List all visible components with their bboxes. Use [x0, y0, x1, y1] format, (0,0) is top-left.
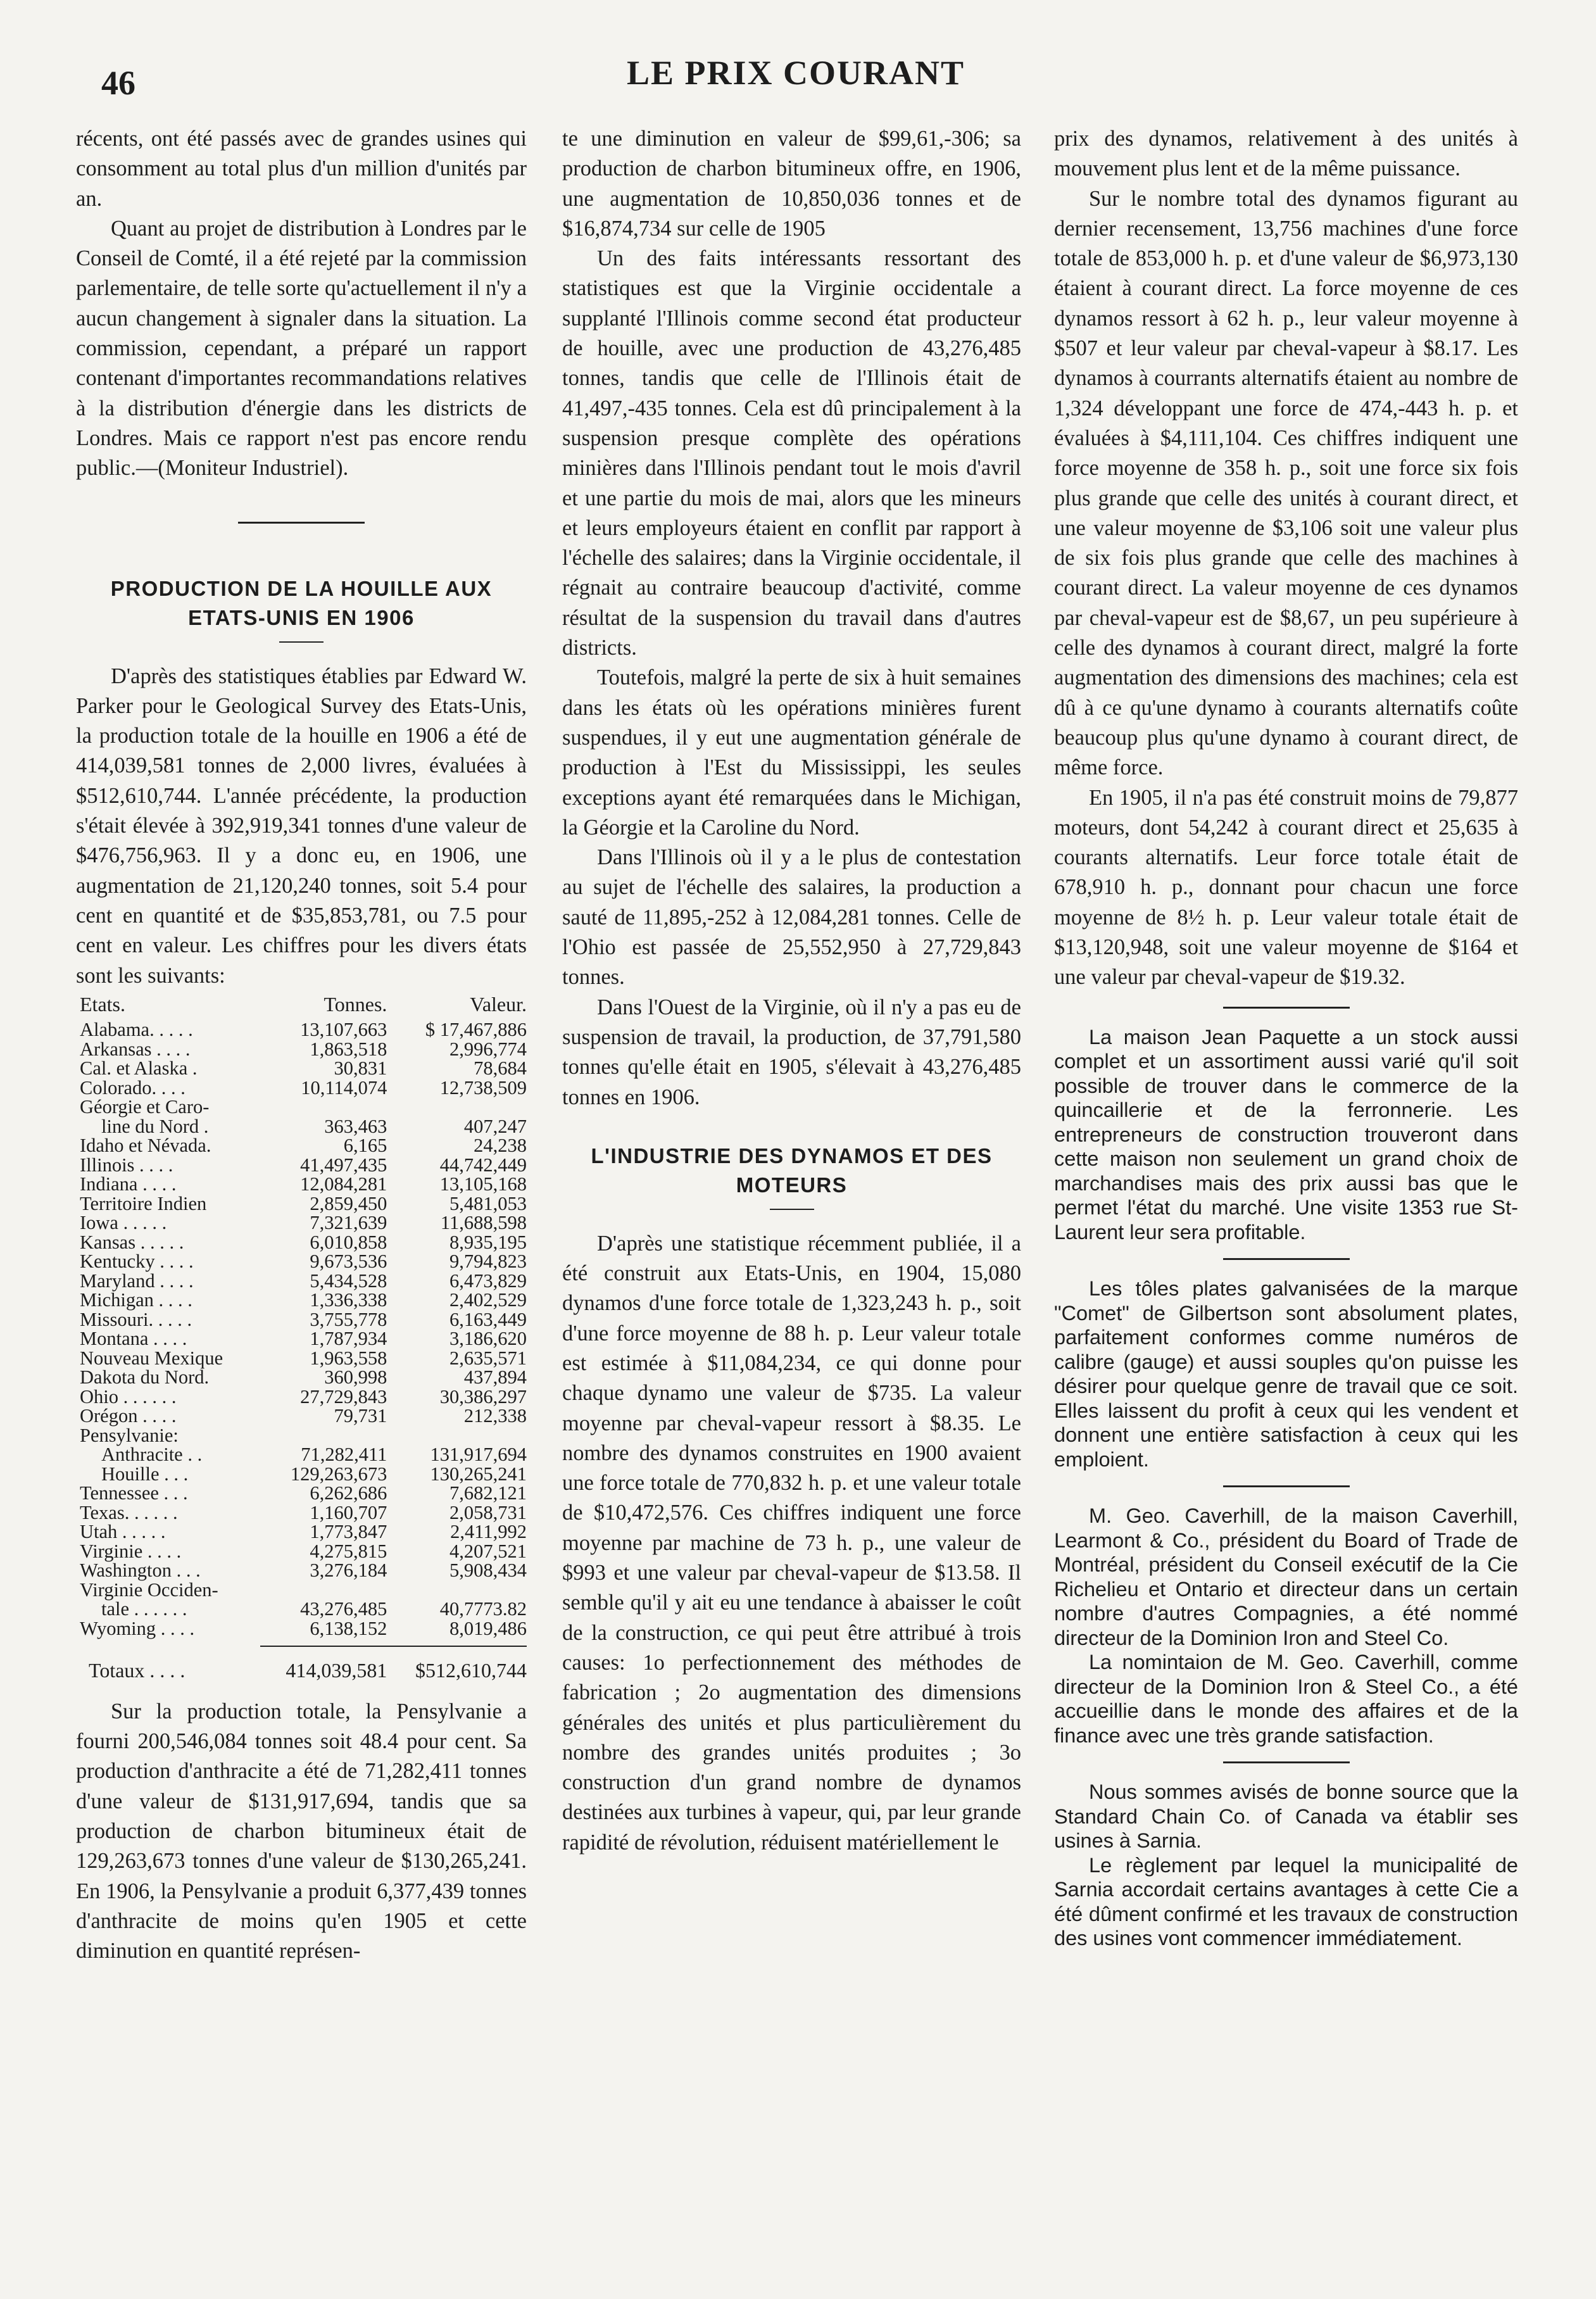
tonnes-cell: 5,434,528 — [310, 1269, 387, 1292]
table-row — [76, 1445, 527, 1464]
valeur-cell: $ 17,467,886 — [425, 1019, 527, 1041]
table-row — [76, 1059, 527, 1078]
state-cell: line du Nord . — [101, 1115, 209, 1137]
table-row — [76, 1213, 527, 1233]
table-row — [76, 1175, 527, 1194]
state-cell: Orégon . . . . — [80, 1405, 177, 1427]
valeur-cell: 2,402,529 — [449, 1289, 527, 1311]
state-cell: tale . . . . . . — [101, 1598, 187, 1620]
state-cell: Colorado. . . . — [80, 1076, 185, 1099]
valeur-cell: 6,163,449 — [449, 1308, 527, 1330]
table-row — [76, 1503, 527, 1523]
news-reglement: Le règlement par lequel la municipalité de Sarnia accordait certains avantages à cette Cie a été dûment confirmé et les travaux de construction des usines vont commencer immédiatement. — [1054, 1853, 1518, 1950]
table-row — [76, 1464, 527, 1484]
valeur-cell: 2,058,731 — [449, 1501, 527, 1523]
state-cell: Texas. . . . . . — [80, 1501, 178, 1523]
state-cell: Ohio . . . . . . — [80, 1385, 177, 1408]
tonnes-cell: 12,084,281 — [300, 1173, 387, 1195]
state-cell: Kansas . . . . . — [80, 1231, 184, 1253]
table-total-row — [76, 1647, 527, 1680]
state-cell: Pensylvanie: — [80, 1424, 179, 1446]
table-row — [76, 1561, 527, 1580]
table-row — [76, 1233, 527, 1252]
table-row — [76, 1290, 527, 1310]
total-valeur: $512,610,744 — [415, 1659, 527, 1682]
state-cell: Montana . . . . — [80, 1328, 187, 1350]
paragraph-illinois: Dans l'Illinois où il y a le plus de contestation au sujet de l'échelle des salaires, la production a sauté de 11,895,-252 à 12,084,281 tonnes. Celle de l'Ohio est passée de 25,552,950 à 27,729,843 tonnes. — [562, 845, 1021, 990]
table-row — [76, 1599, 527, 1619]
tonnes-cell: 3,276,184 — [310, 1559, 387, 1582]
valeur-cell: 24,238 — [474, 1135, 527, 1157]
table-row — [76, 1136, 527, 1156]
state-cell: Virginie Occiden- — [80, 1578, 218, 1601]
paragraph-toutefois: Toutefois, malgré la perte de six à huit semaines dans les états où les opérations minières furent suspendues, il y eut une augmentation générale de production à l'Est du Mississippi, les seules exceptions ayant été remarquées dans le Michigan, la Géorgie et la Caroline du Nord. — [562, 665, 1021, 840]
valeur-cell: 437,894 — [463, 1366, 527, 1389]
table-row — [76, 1252, 527, 1271]
state-cell: Washington . . . — [80, 1559, 201, 1582]
table-row — [76, 1020, 527, 1040]
news-sarnia: Nous sommes avisés de bonne source que la Standard Chain Co. of Canada va établir ses usines à Sarnia. — [1054, 1780, 1518, 1853]
tonnes-cell: 1,336,338 — [310, 1289, 387, 1311]
tonnes-cell: 1,863,518 — [310, 1038, 387, 1060]
news-separator — [1223, 1761, 1350, 1763]
state-cell: Houille . . . — [101, 1463, 189, 1485]
state-cell: Virginie . . . . — [80, 1540, 182, 1562]
state-cell: Nouveau Mexique — [80, 1347, 223, 1369]
valeur-cell: 12,738,509 — [439, 1076, 527, 1099]
tonnes-cell: 6,010,858 — [310, 1231, 387, 1253]
heading-rule — [770, 1209, 814, 1210]
valeur-cell: 2,635,571 — [449, 1347, 527, 1369]
tonnes-cell: 41,497,435 — [300, 1154, 387, 1176]
state-cell: Kentucky . . . . — [80, 1250, 194, 1273]
table-row — [76, 1329, 527, 1349]
table-row — [76, 1117, 527, 1137]
table-row — [76, 1522, 527, 1542]
state-cell: Territoire Indien — [80, 1192, 207, 1214]
tonnes-cell: 27,729,843 — [300, 1385, 387, 1408]
page-header — [0, 0, 1596, 127]
paragraph-stats-intro: D'après des statistiques établies par Edward W. Parker pour le Geological Survey des Etats-Unis, la production totale de la houille en 1906 a été de 414,039,581 tonnes de 2,000 livres, évaluées à $512,610,744. L'année précédente, la production s'était élevée à 392,919,341 tonnes d'une valeur de $476,756,963. Il y a donc eu, en 1906, une augmentation de 21,120,240 tonnes, soit 5.4 pour cent en quantité et de $35,853,781, ou 7.5 pour cent en valeur. Les chiffres pour les divers états sont les suivants: — [76, 664, 527, 988]
state-cell: Utah . . . . . — [80, 1521, 166, 1543]
col-header-valeur: Valeur. — [470, 992, 527, 1016]
article-continuation: récents, ont été passés avec de grandes usines qui consomment au total plus d'un million d'unités par an. — [76, 127, 527, 211]
tonnes-cell: 9,673,536 — [310, 1250, 387, 1273]
table-row — [76, 1580, 527, 1600]
valeur-cell: 8,019,486 — [449, 1617, 527, 1639]
table-row — [76, 1483, 527, 1503]
state-cell: Wyoming . . . . — [80, 1617, 195, 1639]
tonnes-cell: 1,773,847 — [310, 1521, 387, 1543]
news-separator — [1223, 1485, 1350, 1487]
tonnes-cell: 1,787,934 — [310, 1328, 387, 1350]
valeur-cell: 407,247 — [463, 1115, 527, 1137]
valeur-cell: 11,688,598 — [440, 1212, 527, 1234]
table-row — [76, 1542, 527, 1561]
valeur-cell: 13,105,168 — [439, 1173, 527, 1195]
table-row — [76, 1426, 527, 1446]
tonnes-cell: 1,963,558 — [310, 1347, 387, 1369]
table-row — [76, 1271, 527, 1291]
state-cell: Cal. et Alaska . — [80, 1057, 198, 1080]
table-row — [76, 1368, 527, 1387]
news-caverhill: M. Geo. Caverhill, de la maison Caverhill, Learmont & Co., président du Board of Trade de Montréal, président du Conseil exécutif de la Cie Richelieu et Ontario et directeur dans un certain nombre d'autres Compagnies, a été nommé directeur de la Dominion Iron and Steel Co. — [1054, 1504, 1518, 1649]
table-row — [76, 1310, 527, 1330]
table-row — [76, 1156, 527, 1175]
state-cell: Alabama. . . . . — [80, 1019, 193, 1041]
tonnes-cell: 363,463 — [324, 1115, 387, 1137]
col-header-states: Etats. — [80, 992, 125, 1016]
paragraph-londres: Quant au projet de distribution à Londres par le Conseil de Comté, il a été rejeté par la commission parlementaire, de telle sorte qu'actuellement il n'y a aucun changement à signaler dans la situation. La commission, cependant, a préparé un rapport contenant d'importantes recommandations relatives à la distribution d'énergie dans les districts de Londres. Mais ce rapport n'est pas encore rendu public.—(Moniteur Industriel). — [76, 216, 527, 481]
table-row — [76, 1078, 527, 1098]
table-row — [76, 1349, 527, 1368]
valeur-cell — [387, 1097, 527, 1117]
paragraph-dynamos: D'après une statistique récemment publiée, il a été construit aux Etats-Unis, en 1904, 15,080 dynamos d'une force totale de 1,323,243 h. p., soit d'une force moyenne de 88 h. p. Leur valeur totale est estimée à $11,084,234, ce qui donne pour chaque dynamo une valeur de $735. La valeur moyenne par cheval-vapeur ressort à $8.35. Le nombre des dynamos construites en 1900 avaient une force totale de 770,832 h. p. et une valeur totale de $10,472,576. Ces chiffres indiquent une force moyenne par machine de 73 h. p., une valeur de $993 et une valeur par cheval-vapeur de $13.58. Il semble qu'il y ait eu une tendance à abaisser le coût de la construction, ce qui peut être attribué à trois causes: 1o perfectionnement des méthodes de fabrication ; 2o augmentation des dimensions générales des unités et plus particulièrement du nombre des grandes unités produites ; 3o construction d'un grand nombre de dynamos destinées aux turbines à vapeur, qui, par leur grande rapidité de révolution, réduisent matériellement le — [562, 1231, 1021, 1855]
table-header-row — [76, 995, 527, 1021]
state-cell: Iowa . . . . . — [80, 1212, 167, 1234]
table-row — [76, 1387, 527, 1407]
paragraph-faits: Un des faits intéressants ressortant des statistiques est que la Virginie occidentale a supplanté l'Illinois comme second état producteur de houille, avec une production de 43,276,485 tonnes, tandis que celle de l'Illinois était de 41,497,-435 tonnes. Cela est dû principalement à la suspension presque complète des opérations minières dans l'Illinois pendant tout le mois d'avril et une partie du mois de mai, alors que les mineurs et leurs employeurs étaient en conflit par rapport à l'échelle des salaires; dans la Virginie occidentale, il régnait au contraire beaucoup d'activité, comme résultat de la suspension du travail dans d'autres districts. — [562, 246, 1021, 660]
valeur-cell: 3,186,620 — [449, 1328, 527, 1350]
table-row — [76, 1194, 527, 1214]
valeur-cell: 30,386,297 — [439, 1385, 527, 1408]
valeur-cell: 130,265,241 — [430, 1463, 527, 1485]
tonnes-cell: 3,755,778 — [310, 1308, 387, 1330]
valeur-cell — [387, 1426, 527, 1446]
state-cell: Arkansas . . . . — [80, 1038, 191, 1060]
news-paquette: La maison Jean Paquette a un stock aussi complet et un assortiment aussi varié qu'il soit possible de trouver dans le commerce de la quincaillerie et de la ferronnerie. Les entrepreneurs de construction trouveront dans cette maison non seulement un grand choix de marchandises mais des prix aussi bas que le permet l'état du marché. Une visite 1353 rue St-Laurent leur sera profitable. — [1054, 1025, 1518, 1244]
tonnes-cell: 79,731 — [334, 1405, 387, 1427]
heading-rule — [279, 641, 324, 643]
state-cell: Michigan . . . . — [80, 1289, 192, 1311]
state-cell: Dakota du Nord. — [80, 1366, 210, 1389]
tonnes-cell: 2,859,450 — [310, 1192, 387, 1214]
paragraph-ouest: Dans l'Ouest de la Virginie, où il n'y a pas eu de suspension de travail, la production, de 37,791,580 tonnes qu'elle était en 1905, s'élevait à 43,276,485 tonnes en 1906. — [562, 995, 1021, 1109]
valeur-cell: 7,682,121 — [449, 1482, 527, 1504]
page-number: 46 — [101, 64, 135, 102]
valeur-cell: 4,207,521 — [449, 1540, 527, 1562]
tonnes-cell: 6,165 — [343, 1135, 387, 1157]
paragraph-continuation: prix des dynamos, relativement à des unités à mouvement plus lent et de la même puissance. — [1054, 127, 1518, 181]
valeur-cell — [387, 1580, 527, 1600]
heading-dynamos: L'INDUSTRIE DES DYNAMOS ET DES MOTEURS — [591, 1143, 993, 1197]
news-nomination: La nomintaion de M. Geo. Caverhill, comme directeur de la Dominion Iron & Steel Co., a été accueillie dans le monde des affaires et de la finance avec une très grande satisfaction. — [1054, 1651, 1518, 1747]
table-row — [76, 1040, 527, 1059]
tonnes-cell: 10,114,074 — [301, 1076, 387, 1099]
total-tonnes: 414,039,581 — [286, 1659, 387, 1682]
tonnes-cell: 6,138,152 — [310, 1617, 387, 1639]
column-2 — [562, 124, 1021, 1858]
state-cell: Tennessee . . . — [80, 1482, 188, 1504]
valeur-cell: 5,908,434 — [449, 1559, 527, 1582]
paragraph-1905: En 1905, il n'a pas été construit moins de 79,877 moteurs, dont 54,242 à courant direct et 25,635 à courants alternatifs. Leur force totale était de 678,910 h. p., donnant pour chacun une force moyenne de 8½ h. p. Leur valeur totale était de $13,120,948, soit une valeur moyenne de $164 et une valeur par cheval-vapeur de $19.32. — [1054, 785, 1518, 990]
state-cell: Anthracite . . — [101, 1444, 203, 1466]
tonnes-cell: 360,998 — [324, 1366, 387, 1389]
total-label: Totaux . . . . — [89, 1659, 185, 1682]
table-row — [76, 1097, 527, 1117]
news-separator — [1223, 1258, 1350, 1260]
tonnes-cell: 43,276,485 — [300, 1598, 387, 1620]
article-separator — [238, 522, 365, 524]
tonnes-cell — [260, 1097, 387, 1117]
tonnes-cell: 6,262,686 — [310, 1482, 387, 1504]
valeur-cell: 131,917,694 — [430, 1444, 527, 1466]
news-separator — [1223, 1007, 1350, 1009]
column-3 — [1054, 124, 1518, 1951]
valeur-cell: 44,742,449 — [439, 1154, 527, 1176]
valeur-cell: 2,411,992 — [450, 1521, 527, 1543]
valeur-cell: 212,338 — [463, 1405, 527, 1427]
valeur-cell: 5,481,053 — [449, 1192, 527, 1214]
valeur-cell: 9,794,823 — [449, 1250, 527, 1273]
table-row — [76, 1619, 527, 1639]
column-1 — [76, 124, 527, 1967]
state-cell: Missouri. . . . . — [80, 1308, 192, 1330]
state-cell: Indiana . . . . — [80, 1173, 177, 1195]
state-cell: Maryland . . . . — [80, 1269, 194, 1292]
tonnes-cell: 13,107,663 — [300, 1019, 387, 1041]
state-cell: Idaho et Névada. — [80, 1135, 211, 1157]
tonnes-cell: 71,282,411 — [301, 1444, 387, 1466]
paragraph-recensement: Sur le nombre total des dynamos figurant au dernier recensement, 13,756 machines d'une force totale de 853,000 h. p. et d'une valeur de $6,973,130 étaient à courant direct. La force moyenne de ces dynamos ressort à 62 h. p., leur valeur moyenne à $507 et leur valeur par cheval-vapeur à $8.17. Les dynamos à courrants alternatifs étaient au nombre de 1,324 développant une force de 474,-443 h. p. et évaluées à $4,111,104. Ces chiffres indiquent une force moyenne de 358 h. p., soit une force six fois plus grande que celle des unités à courant direct, et une valeur moyenne de $3,106 soit une valeur plus de six fois plus grande que celle des machines à courant direct. La valeur moyenne de ces dynamos par cheval-vapeur est de $8,67, un peu supérieure à celle des dynamos à courant direct, malgré la forte augmentation des dimensions des machines; cela est dû à ce qu'une dynamo à courants alternatifs coûte beaucoup plus qu'une dynamo à courant direct, de même force. — [1054, 186, 1518, 780]
table-row — [76, 1406, 527, 1426]
tonnes-cell: 129,263,673 — [290, 1463, 387, 1485]
paragraph-pensylvanie: Sur la production totale, la Pensylvanie a fourni 200,546,084 tonnes soit 48.4 pour cent. Sa production d'anthracite a été de 71,282,411 tonnes d'une valeur de $131,917,694, tandis que sa production de charbon bitumineux était de 129,263,673 tonnes d'une valeur de $130,265,241. En 1906, la Pensylvanie a produit 6,377,439 tonnes d'anthracite de moins qu'en 1905 et cette diminution en quantité représen- — [76, 1699, 527, 1963]
valeur-cell: 2,996,774 — [449, 1038, 527, 1060]
state-cell: Illinois . . . . — [80, 1154, 173, 1176]
paragraph-continuation: te une diminution en valeur de $99,61,-306; sa production de charbon bitumineux offre, en 1906, une augmentation de 10,850,036 tonnes et de $16,874,734 sur celle de 1905 — [562, 127, 1021, 241]
total-rule-row — [76, 1638, 527, 1647]
valeur-cell: 40,7773.82 — [439, 1598, 527, 1620]
col-header-tonnes: Tonnes. — [324, 992, 387, 1016]
state-cell: Géorgie et Caro- — [80, 1096, 210, 1118]
table-body — [76, 1020, 527, 1638]
tonnes-cell — [260, 1426, 387, 1446]
coal-production-table — [76, 992, 527, 1682]
heading-houille: PRODUCTION DE LA HOUILLE AUX ETATS-UNIS EN 1906 — [110, 576, 493, 629]
tonnes-cell: 1,160,707 — [310, 1501, 387, 1523]
journal-title: LE PRIX COURANT — [627, 54, 965, 92]
valeur-cell: 6,473,829 — [449, 1269, 527, 1292]
news-comet: Les tôles plates galvanisées de la marque "Comet" de Gilbertson sont absolument plates, parfaitement conformes comme numéros de calibre (gauge) et aussi souples qu'on puisse les désirer pour quelque genre de travail que ce soit. Elles laissent du profit à ceux qui les vendent et donnent une entière satisfaction à ceux qui les emploient. — [1054, 1277, 1518, 1471]
tonnes-cell: 7,321,639 — [310, 1212, 387, 1234]
tonnes-cell — [260, 1580, 387, 1600]
valeur-cell: 8,935,195 — [449, 1231, 527, 1253]
valeur-cell: 78,684 — [474, 1057, 527, 1080]
tonnes-cell: 4,275,815 — [310, 1540, 387, 1562]
tonnes-cell: 30,831 — [334, 1057, 387, 1080]
